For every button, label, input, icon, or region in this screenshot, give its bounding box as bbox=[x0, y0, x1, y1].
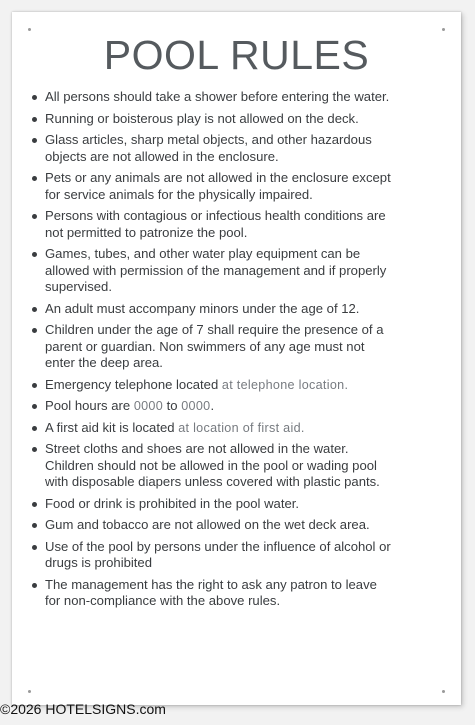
bullet-icon bbox=[32, 214, 37, 219]
copyright-notice: ©2026 HOTELSIGNS.com bbox=[0, 701, 166, 717]
rule-item bbox=[32, 420, 392, 437]
bullet-icon bbox=[32, 117, 37, 122]
rule-text: Use of the pool by persons under the influence of alcohol or drugs is prohibited bbox=[45, 538, 391, 570]
rule-text: Street cloths and shoes are not allowed in the water. Children should not be allowed in the pool or wading pool with disposable diapers unless covered with plastic pants. bbox=[45, 441, 380, 489]
bullet-icon bbox=[32, 545, 37, 550]
rule-item bbox=[32, 301, 392, 318]
rule-text: Running or boisterous play is not allowed on the deck. bbox=[45, 110, 359, 126]
rule-text: Emergency telephone located bbox=[45, 376, 222, 392]
telephone-location-placeholder: at telephone location bbox=[221, 377, 345, 392]
bullet-icon bbox=[32, 404, 37, 409]
rule-text: Pool hours are bbox=[45, 398, 134, 413]
mounting-hole bbox=[442, 690, 445, 693]
rule-text: A first aid kit is located bbox=[45, 419, 179, 435]
bullet-icon bbox=[32, 426, 37, 431]
pool-open-time-placeholder: 0000 bbox=[133, 399, 164, 413]
bullet-icon bbox=[32, 138, 37, 143]
rules-list bbox=[32, 89, 392, 615]
rule-text: Food or drink is prohibited in the pool water. bbox=[45, 495, 300, 511]
bullet-icon bbox=[32, 502, 37, 507]
rule-text: Glass articles, sharp metal objects, and other hazardous objects are not allowed in the enclosure. bbox=[45, 132, 372, 164]
rule-item bbox=[32, 322, 392, 372]
sign-title: POOL RULES bbox=[103, 32, 370, 78]
bullet-icon bbox=[32, 307, 37, 312]
rule-item bbox=[32, 246, 392, 296]
rule-text: Persons with contagious or infectious health conditions are not permitted to patronize the pool. bbox=[45, 208, 386, 240]
rule-text: An adult must accompany minors under the age of 12. bbox=[45, 300, 360, 316]
rule-item bbox=[32, 496, 392, 513]
rule-item bbox=[32, 111, 392, 128]
rule-item bbox=[32, 398, 392, 415]
bullet-icon bbox=[32, 523, 37, 528]
rule-item bbox=[32, 377, 392, 394]
bullet-icon bbox=[32, 176, 37, 181]
bullet-icon bbox=[32, 447, 37, 452]
rule-text: Games, tubes, and other water play equipment can be allowed with permission of the management and if properly supervised. bbox=[45, 246, 387, 294]
bullet-icon bbox=[32, 383, 37, 388]
rule-text: All persons should take a shower before entering the water. bbox=[45, 89, 390, 104]
rule-punctuation: . bbox=[344, 377, 349, 392]
rule-item bbox=[32, 170, 392, 203]
rule-text: to bbox=[163, 398, 182, 413]
pool-close-time-placeholder: 0000 bbox=[181, 399, 211, 413]
rule-item bbox=[32, 577, 392, 610]
rule-text: Pets or any animals are not allowed in the enclosure except for service animals for the physically impaired. bbox=[45, 170, 391, 202]
rule-item bbox=[32, 89, 392, 106]
rule-item bbox=[32, 208, 392, 241]
rule-punctuation: . bbox=[210, 398, 215, 413]
rule-item bbox=[32, 539, 392, 572]
rule-item bbox=[32, 517, 392, 534]
rule-item bbox=[32, 132, 392, 165]
mounting-hole bbox=[28, 690, 31, 693]
rule-text: Gum and tobacco are not allowed on the wet deck area. bbox=[45, 517, 370, 532]
bullet-icon bbox=[32, 252, 37, 257]
rule-punctuation: . bbox=[300, 420, 305, 435]
bullet-icon bbox=[32, 583, 37, 588]
bullet-icon bbox=[32, 328, 37, 333]
mounting-hole bbox=[442, 28, 445, 31]
bullet-icon bbox=[32, 95, 37, 100]
rule-text: Children under the age of 7 shall require the presence of a parent or guardian. Non swimmers of any age must not enter the deep area. bbox=[45, 322, 384, 370]
rule-text: The management has the right to ask any patron to leave for non-compliance with the above rules. bbox=[45, 576, 377, 608]
pool-rules-sign bbox=[12, 12, 461, 705]
first-aid-location-placeholder: at location of first aid bbox=[178, 420, 301, 435]
mounting-hole bbox=[28, 28, 31, 31]
rule-item bbox=[32, 441, 392, 491]
